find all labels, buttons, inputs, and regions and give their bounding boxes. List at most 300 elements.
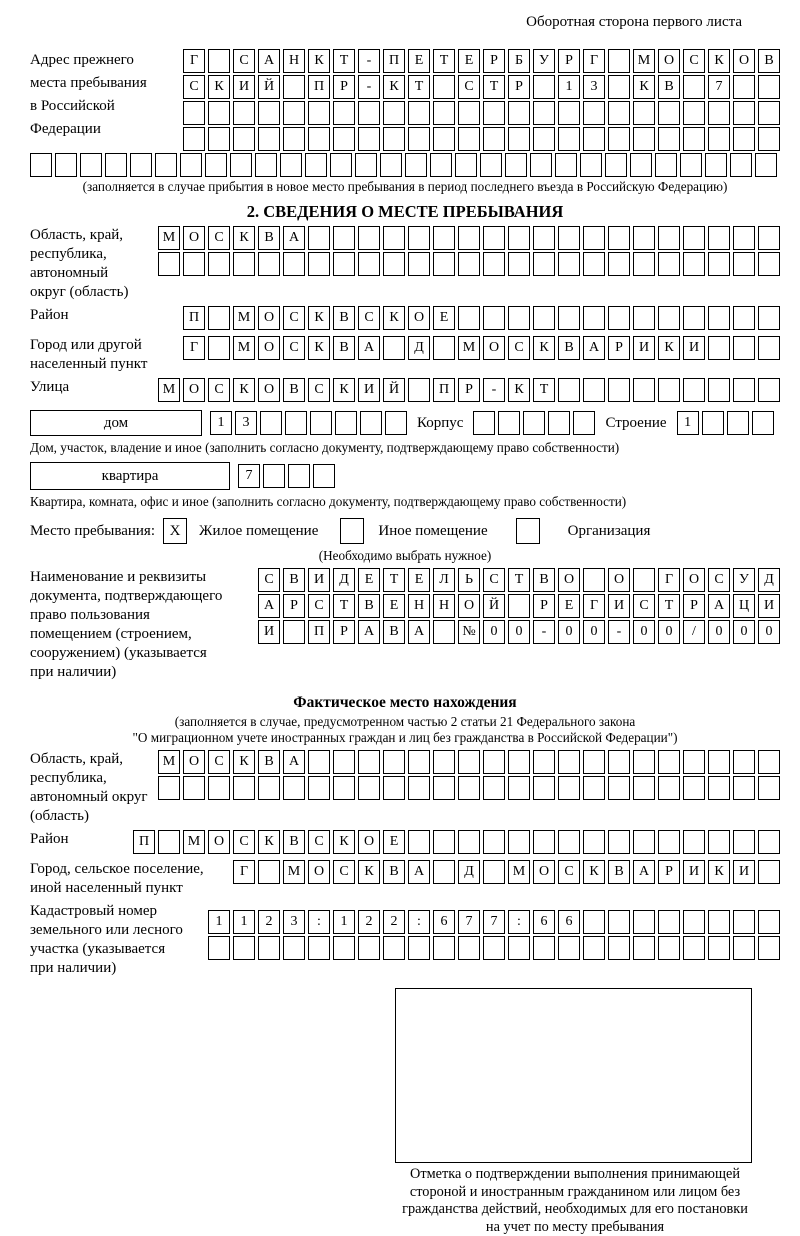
char-cell[interactable] <box>258 101 280 125</box>
char-cell[interactable]: О <box>258 378 280 402</box>
char-cell[interactable]: Р <box>483 49 505 73</box>
char-cell[interactable]: Р <box>533 594 555 618</box>
char-cell[interactable] <box>758 910 780 934</box>
char-cell[interactable]: М <box>158 750 180 774</box>
char-cell[interactable] <box>158 776 180 800</box>
char-cell[interactable] <box>633 226 655 250</box>
char-cell[interactable] <box>283 101 305 125</box>
char-cell[interactable]: С <box>233 49 255 73</box>
char-cell[interactable] <box>255 153 277 177</box>
char-cell[interactable] <box>483 101 505 125</box>
char-cell[interactable] <box>533 252 555 276</box>
other-premises-checkbox[interactable] <box>340 518 364 544</box>
char-cell[interactable]: Д <box>758 568 780 592</box>
char-cell[interactable] <box>683 101 705 125</box>
char-cell[interactable]: Р <box>458 378 480 402</box>
char-cell[interactable]: М <box>633 49 655 73</box>
char-cell[interactable]: К <box>383 306 405 330</box>
char-cell[interactable]: Е <box>558 594 580 618</box>
char-cell[interactable]: - <box>483 378 505 402</box>
residential-checkbox[interactable]: X <box>163 518 187 544</box>
char-cell[interactable] <box>733 75 755 99</box>
char-cell[interactable]: Е <box>408 49 430 73</box>
char-cell[interactable] <box>633 101 655 125</box>
char-cell[interactable]: Т <box>383 568 405 592</box>
char-cell[interactable] <box>308 936 330 960</box>
char-cell[interactable] <box>658 776 680 800</box>
char-cell[interactable]: М <box>283 860 305 884</box>
char-cell[interactable] <box>433 830 455 854</box>
char-cell[interactable] <box>708 750 730 774</box>
char-cell[interactable] <box>608 830 630 854</box>
char-cell[interactable]: К <box>633 75 655 99</box>
char-cell[interactable] <box>433 127 455 151</box>
char-cell[interactable] <box>458 936 480 960</box>
char-cell[interactable]: А <box>283 750 305 774</box>
char-cell[interactable] <box>758 378 780 402</box>
char-cell[interactable]: Г <box>183 336 205 360</box>
char-cell[interactable] <box>583 378 605 402</box>
char-cell[interactable]: А <box>258 594 280 618</box>
char-cell[interactable] <box>508 127 530 151</box>
char-cell[interactable] <box>583 252 605 276</box>
char-cell[interactable] <box>458 252 480 276</box>
char-cell[interactable]: П <box>133 830 155 854</box>
char-cell[interactable] <box>583 830 605 854</box>
char-cell[interactable] <box>558 127 580 151</box>
char-cell[interactable] <box>580 153 602 177</box>
char-cell[interactable] <box>308 127 330 151</box>
char-cell[interactable] <box>680 153 702 177</box>
char-cell[interactable]: К <box>533 336 555 360</box>
char-cell[interactable] <box>733 252 755 276</box>
char-cell[interactable] <box>548 411 570 435</box>
char-cell[interactable]: 7 <box>483 910 505 934</box>
char-cell[interactable]: С <box>258 568 280 592</box>
char-cell[interactable] <box>285 411 307 435</box>
char-cell[interactable] <box>335 411 357 435</box>
char-cell[interactable] <box>708 936 730 960</box>
char-cell[interactable] <box>405 153 427 177</box>
char-cell[interactable] <box>733 750 755 774</box>
char-cell[interactable] <box>633 378 655 402</box>
char-cell[interactable] <box>208 336 230 360</box>
char-cell[interactable] <box>258 252 280 276</box>
char-cell[interactable]: А <box>408 860 430 884</box>
char-cell[interactable] <box>383 226 405 250</box>
char-cell[interactable] <box>308 101 330 125</box>
char-cell[interactable]: О <box>183 378 205 402</box>
char-cell[interactable] <box>733 936 755 960</box>
char-cell[interactable] <box>380 153 402 177</box>
char-cell[interactable] <box>208 252 230 276</box>
char-cell[interactable]: М <box>233 336 255 360</box>
char-cell[interactable]: С <box>483 568 505 592</box>
char-cell[interactable]: 0 <box>708 620 730 644</box>
char-cell[interactable]: У <box>733 568 755 592</box>
char-cell[interactable]: 1 <box>208 910 230 934</box>
char-cell[interactable] <box>360 411 382 435</box>
char-cell[interactable] <box>633 910 655 934</box>
char-cell[interactable]: С <box>308 378 330 402</box>
char-cell[interactable]: А <box>633 860 655 884</box>
char-cell[interactable] <box>658 936 680 960</box>
char-cell[interactable] <box>558 936 580 960</box>
char-cell[interactable] <box>683 750 705 774</box>
char-cell[interactable]: 0 <box>483 620 505 644</box>
char-cell[interactable]: П <box>308 75 330 99</box>
char-cell[interactable] <box>433 226 455 250</box>
char-cell[interactable]: Е <box>383 830 405 854</box>
char-cell[interactable] <box>733 830 755 854</box>
char-cell[interactable] <box>633 936 655 960</box>
char-cell[interactable]: И <box>308 568 330 592</box>
char-cell[interactable] <box>408 378 430 402</box>
char-cell[interactable] <box>183 776 205 800</box>
char-cell[interactable]: К <box>258 830 280 854</box>
char-cell[interactable] <box>633 568 655 592</box>
char-cell[interactable] <box>705 153 727 177</box>
char-cell[interactable] <box>385 411 407 435</box>
char-cell[interactable]: Р <box>283 594 305 618</box>
char-cell[interactable]: Г <box>583 594 605 618</box>
char-cell[interactable] <box>355 153 377 177</box>
char-cell[interactable] <box>408 127 430 151</box>
char-cell[interactable]: С <box>708 568 730 592</box>
char-cell[interactable] <box>483 127 505 151</box>
char-cell[interactable] <box>733 306 755 330</box>
char-cell[interactable]: Р <box>658 860 680 884</box>
char-cell[interactable]: О <box>258 336 280 360</box>
char-cell[interactable]: - <box>608 620 630 644</box>
char-cell[interactable]: К <box>233 378 255 402</box>
char-cell[interactable] <box>533 101 555 125</box>
char-cell[interactable]: П <box>308 620 330 644</box>
char-cell[interactable]: Т <box>408 75 430 99</box>
char-cell[interactable] <box>533 776 555 800</box>
char-cell[interactable] <box>483 252 505 276</box>
char-cell[interactable] <box>583 776 605 800</box>
char-cell[interactable]: Р <box>333 75 355 99</box>
char-cell[interactable] <box>758 252 780 276</box>
char-cell[interactable]: - <box>358 75 380 99</box>
char-cell[interactable]: М <box>458 336 480 360</box>
char-cell[interactable] <box>758 776 780 800</box>
char-cell[interactable] <box>758 75 780 99</box>
char-cell[interactable] <box>733 378 755 402</box>
char-cell[interactable] <box>573 411 595 435</box>
char-cell[interactable] <box>383 936 405 960</box>
char-cell[interactable]: И <box>258 620 280 644</box>
char-cell[interactable]: В <box>258 226 280 250</box>
char-cell[interactable] <box>283 620 305 644</box>
char-cell[interactable] <box>408 750 430 774</box>
char-cell[interactable] <box>558 776 580 800</box>
char-cell[interactable]: О <box>683 568 705 592</box>
char-cell[interactable] <box>702 411 724 435</box>
char-cell[interactable] <box>633 127 655 151</box>
char-cell[interactable] <box>508 252 530 276</box>
char-cell[interactable]: Д <box>458 860 480 884</box>
char-cell[interactable]: И <box>233 75 255 99</box>
char-cell[interactable] <box>208 306 230 330</box>
char-cell[interactable] <box>383 101 405 125</box>
char-cell[interactable] <box>608 378 630 402</box>
char-cell[interactable]: С <box>183 75 205 99</box>
char-cell[interactable] <box>408 226 430 250</box>
char-cell[interactable]: 0 <box>758 620 780 644</box>
char-cell[interactable] <box>430 153 452 177</box>
char-cell[interactable]: У <box>533 49 555 73</box>
char-cell[interactable]: А <box>283 226 305 250</box>
char-cell[interactable]: № <box>458 620 480 644</box>
char-cell[interactable] <box>558 226 580 250</box>
char-cell[interactable]: М <box>183 830 205 854</box>
char-cell[interactable]: И <box>633 336 655 360</box>
char-cell[interactable] <box>608 101 630 125</box>
char-cell[interactable] <box>183 101 205 125</box>
char-cell[interactable] <box>433 75 455 99</box>
char-cell[interactable] <box>458 306 480 330</box>
char-cell[interactable] <box>758 127 780 151</box>
char-cell[interactable] <box>180 153 202 177</box>
char-cell[interactable] <box>658 127 680 151</box>
char-cell[interactable] <box>558 830 580 854</box>
char-cell[interactable]: К <box>358 860 380 884</box>
char-cell[interactable]: Т <box>483 75 505 99</box>
char-cell[interactable] <box>383 750 405 774</box>
char-cell[interactable] <box>633 750 655 774</box>
char-cell[interactable] <box>433 776 455 800</box>
char-cell[interactable]: К <box>708 49 730 73</box>
char-cell[interactable]: В <box>258 750 280 774</box>
char-cell[interactable]: С <box>683 49 705 73</box>
char-cell[interactable]: К <box>308 49 330 73</box>
char-cell[interactable] <box>608 226 630 250</box>
char-cell[interactable]: 3 <box>283 910 305 934</box>
char-cell[interactable]: К <box>233 226 255 250</box>
char-cell[interactable]: : <box>508 910 530 934</box>
char-cell[interactable] <box>608 776 630 800</box>
char-cell[interactable] <box>733 336 755 360</box>
char-cell[interactable]: О <box>733 49 755 73</box>
char-cell[interactable]: 7 <box>708 75 730 99</box>
char-cell[interactable] <box>558 101 580 125</box>
char-cell[interactable]: В <box>758 49 780 73</box>
char-cell[interactable] <box>633 306 655 330</box>
char-cell[interactable]: В <box>283 830 305 854</box>
char-cell[interactable] <box>433 750 455 774</box>
char-cell[interactable]: О <box>608 568 630 592</box>
char-cell[interactable]: Р <box>508 75 530 99</box>
char-cell[interactable] <box>583 127 605 151</box>
char-cell[interactable]: Н <box>433 594 455 618</box>
char-cell[interactable] <box>308 226 330 250</box>
char-cell[interactable] <box>608 127 630 151</box>
char-cell[interactable]: Р <box>683 594 705 618</box>
char-cell[interactable] <box>508 101 530 125</box>
char-cell[interactable]: М <box>508 860 530 884</box>
char-cell[interactable]: К <box>308 336 330 360</box>
char-cell[interactable]: Ь <box>458 568 480 592</box>
char-cell[interactable] <box>733 776 755 800</box>
char-cell[interactable] <box>758 860 780 884</box>
char-cell[interactable] <box>683 830 705 854</box>
char-cell[interactable] <box>358 252 380 276</box>
char-cell[interactable] <box>683 910 705 934</box>
char-cell[interactable]: С <box>208 226 230 250</box>
char-cell[interactable] <box>708 776 730 800</box>
char-cell[interactable] <box>608 252 630 276</box>
char-cell[interactable] <box>408 776 430 800</box>
char-cell[interactable] <box>583 750 605 774</box>
char-cell[interactable]: Н <box>283 49 305 73</box>
char-cell[interactable] <box>733 910 755 934</box>
char-cell[interactable] <box>498 411 520 435</box>
char-cell[interactable]: 6 <box>433 910 455 934</box>
char-cell[interactable]: Г <box>233 860 255 884</box>
char-cell[interactable] <box>658 226 680 250</box>
char-cell[interactable] <box>258 860 280 884</box>
char-cell[interactable]: Г <box>583 49 605 73</box>
char-cell[interactable] <box>183 252 205 276</box>
char-cell[interactable] <box>383 336 405 360</box>
char-cell[interactable] <box>533 306 555 330</box>
char-cell[interactable] <box>608 75 630 99</box>
char-cell[interactable] <box>583 306 605 330</box>
char-cell[interactable]: С <box>208 750 230 774</box>
char-cell[interactable]: О <box>308 860 330 884</box>
char-cell[interactable]: 2 <box>258 910 280 934</box>
char-cell[interactable] <box>583 936 605 960</box>
char-cell[interactable] <box>558 252 580 276</box>
char-cell[interactable] <box>583 910 605 934</box>
char-cell[interactable]: Т <box>533 378 555 402</box>
char-cell[interactable] <box>608 306 630 330</box>
char-cell[interactable] <box>258 936 280 960</box>
char-cell[interactable] <box>383 776 405 800</box>
char-cell[interactable]: А <box>583 336 605 360</box>
char-cell[interactable] <box>683 252 705 276</box>
char-cell[interactable] <box>533 830 555 854</box>
char-cell[interactable]: О <box>408 306 430 330</box>
char-cell[interactable] <box>508 594 530 618</box>
char-cell[interactable] <box>558 306 580 330</box>
char-cell[interactable]: М <box>158 226 180 250</box>
char-cell[interactable]: Г <box>183 49 205 73</box>
char-cell[interactable]: О <box>183 226 205 250</box>
char-cell[interactable] <box>455 153 477 177</box>
char-cell[interactable] <box>433 252 455 276</box>
char-cell[interactable] <box>758 306 780 330</box>
char-cell[interactable] <box>483 306 505 330</box>
char-cell[interactable]: А <box>258 49 280 73</box>
char-cell[interactable]: С <box>283 306 305 330</box>
char-cell[interactable]: И <box>683 860 705 884</box>
char-cell[interactable] <box>330 153 352 177</box>
char-cell[interactable]: К <box>308 306 330 330</box>
char-cell[interactable]: Р <box>333 620 355 644</box>
char-cell[interactable]: О <box>258 306 280 330</box>
char-cell[interactable] <box>605 153 627 177</box>
char-cell[interactable] <box>533 750 555 774</box>
char-cell[interactable]: 1 <box>677 411 699 435</box>
char-cell[interactable]: 7 <box>238 464 260 488</box>
char-cell[interactable] <box>508 226 530 250</box>
char-cell[interactable] <box>155 153 177 177</box>
char-cell[interactable] <box>458 750 480 774</box>
char-cell[interactable]: Д <box>333 568 355 592</box>
char-cell[interactable] <box>308 252 330 276</box>
char-cell[interactable] <box>708 830 730 854</box>
char-cell[interactable] <box>408 252 430 276</box>
char-cell[interactable] <box>458 226 480 250</box>
char-cell[interactable] <box>358 936 380 960</box>
char-cell[interactable]: Т <box>508 568 530 592</box>
char-cell[interactable]: И <box>758 594 780 618</box>
house-box[interactable]: дом <box>30 410 202 436</box>
char-cell[interactable]: В <box>283 568 305 592</box>
char-cell[interactable]: Д <box>408 336 430 360</box>
char-cell[interactable] <box>233 252 255 276</box>
char-cell[interactable] <box>458 776 480 800</box>
char-cell[interactable] <box>283 776 305 800</box>
char-cell[interactable]: 7 <box>458 910 480 934</box>
char-cell[interactable]: И <box>683 336 705 360</box>
char-cell[interactable]: Е <box>383 594 405 618</box>
char-cell[interactable] <box>752 411 774 435</box>
char-cell[interactable] <box>658 830 680 854</box>
char-cell[interactable]: В <box>283 378 305 402</box>
char-cell[interactable] <box>758 830 780 854</box>
char-cell[interactable]: В <box>658 75 680 99</box>
char-cell[interactable]: О <box>533 860 555 884</box>
char-cell[interactable] <box>358 101 380 125</box>
char-cell[interactable] <box>558 750 580 774</box>
char-cell[interactable] <box>358 750 380 774</box>
char-cell[interactable]: К <box>333 378 355 402</box>
char-cell[interactable]: Й <box>383 378 405 402</box>
char-cell[interactable]: С <box>558 860 580 884</box>
char-cell[interactable] <box>508 830 530 854</box>
char-cell[interactable]: Г <box>658 568 680 592</box>
char-cell[interactable]: В <box>558 336 580 360</box>
char-cell[interactable] <box>263 464 285 488</box>
char-cell[interactable] <box>683 127 705 151</box>
char-cell[interactable] <box>508 776 530 800</box>
char-cell[interactable] <box>80 153 102 177</box>
char-cell[interactable] <box>283 252 305 276</box>
char-cell[interactable] <box>727 411 749 435</box>
char-cell[interactable]: О <box>358 830 380 854</box>
char-cell[interactable] <box>533 936 555 960</box>
char-cell[interactable] <box>683 75 705 99</box>
char-cell[interactable] <box>733 101 755 125</box>
char-cell[interactable]: 0 <box>733 620 755 644</box>
char-cell[interactable] <box>458 830 480 854</box>
char-cell[interactable]: В <box>383 860 405 884</box>
char-cell[interactable]: В <box>608 860 630 884</box>
char-cell[interactable] <box>683 378 705 402</box>
char-cell[interactable]: 1 <box>233 910 255 934</box>
char-cell[interactable] <box>358 226 380 250</box>
char-cell[interactable] <box>333 127 355 151</box>
char-cell[interactable]: 2 <box>358 910 380 934</box>
char-cell[interactable] <box>408 101 430 125</box>
char-cell[interactable] <box>358 776 380 800</box>
char-cell[interactable] <box>683 936 705 960</box>
char-cell[interactable]: Л <box>433 568 455 592</box>
